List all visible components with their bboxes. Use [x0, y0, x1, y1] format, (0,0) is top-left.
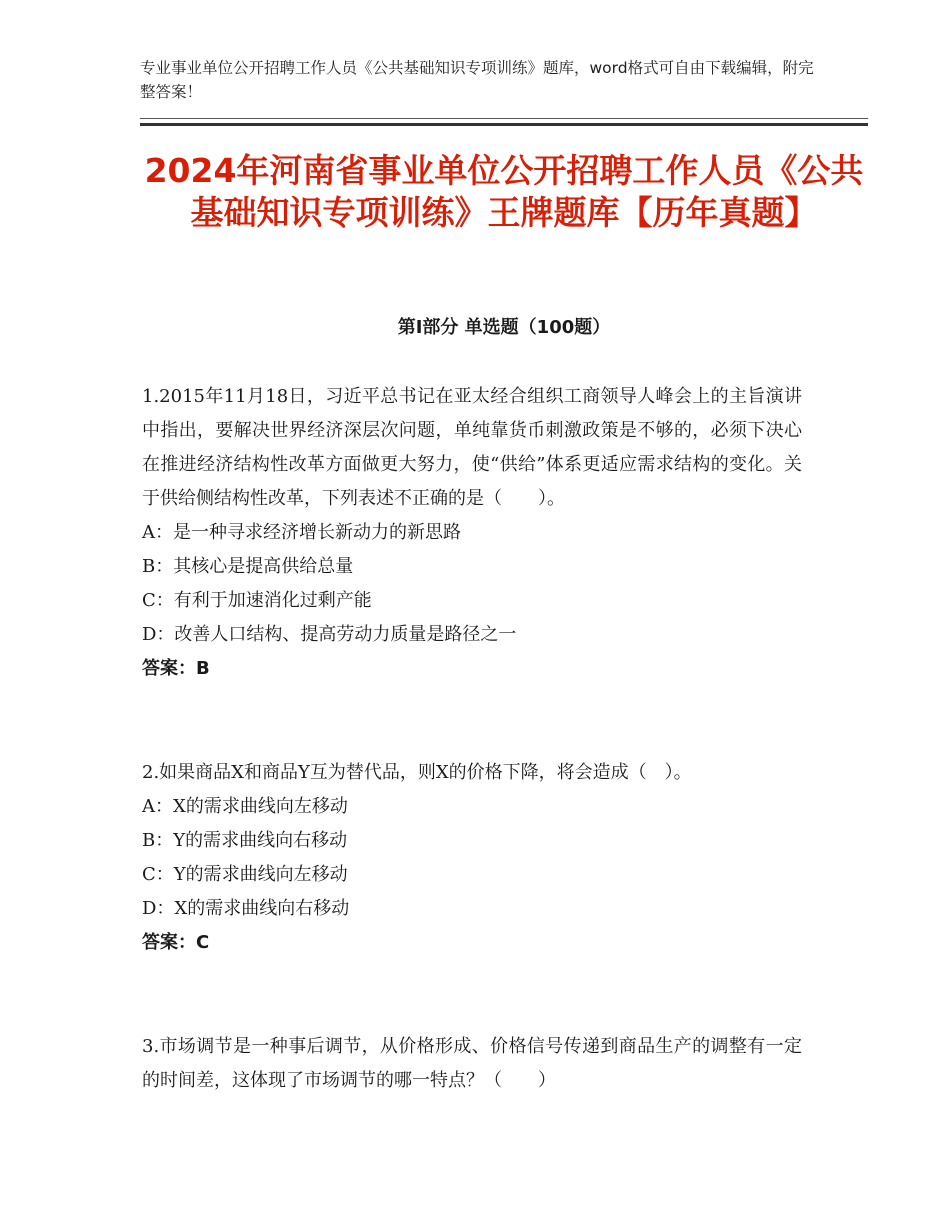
option-c: C：有利于加速消化过剩产能	[142, 590, 372, 611]
option-c: C：Y的需求曲线向左移动	[142, 864, 348, 885]
question-stem: 2.如果商品X和商品Y互为替代品，则X的价格下降，将会造成（ ）。	[142, 762, 692, 783]
header-note: 专业事业单位公开招聘工作人员《公共基础知识专项训练》题库，word格式可自由下载编辑，附完整答案！	[140, 59, 814, 101]
option-d: D：改善人口结构、提高劳动力质量是路径之一	[142, 624, 517, 645]
option-d: D：X的需求曲线向右移动	[142, 898, 350, 919]
question-1	[142, 380, 802, 686]
header-divider-thick	[140, 123, 868, 126]
option-b: B：Y的需求曲线向右移动	[142, 830, 348, 851]
option-b: B：其核心是提高供给总量	[142, 556, 354, 577]
option-a: A：X的需求曲线向左移动	[142, 796, 348, 817]
option-a: A：是一种寻求经济增长新动力的新思路	[142, 522, 461, 543]
document-title: 2024年河南省事业单位公开招聘工作人员《公共基础知识专项训练》王牌题库【历年真题】	[144, 151, 864, 232]
question-2	[142, 756, 802, 960]
section-title: 第Ⅰ部分 单选题（100题）	[397, 317, 611, 338]
question-3	[142, 1030, 802, 1098]
answer-label: 答案：B	[142, 658, 210, 679]
question-stem: 1.2015年11月18日，习近平总书记在亚太经合组织工商领导人峰会上的主旨演讲中指出，要解决世界经济深层次问题，单纯靠货币刺激政策是不够的，必须下决心在推进经济结构性改革方面做更大努力，使“供给”体系更适应需求结构的变化。关于供给侧结构性改革，下列表述不正确的是（ ）。	[142, 386, 802, 509]
answer-label: 答案：C	[142, 932, 210, 953]
question-stem: 3.市场调节是一种事后调节，从价格形成、价格信号传递到商品生产的调整有一定的时间差，这体现了市场调节的哪一特点？（ ）	[142, 1036, 802, 1091]
header-divider-thin	[140, 118, 868, 119]
